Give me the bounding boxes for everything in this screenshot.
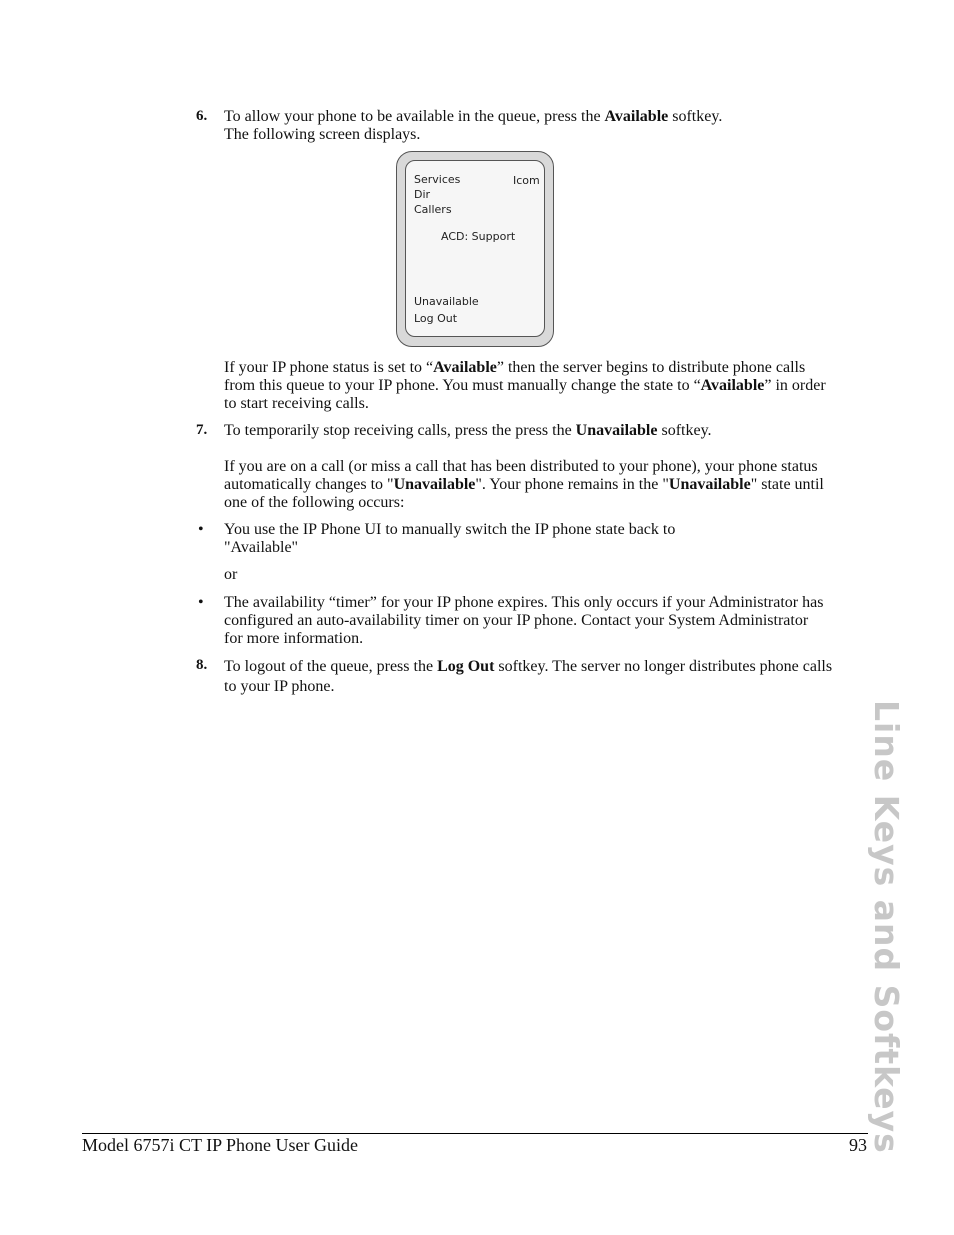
- screen-icom-key: Icom: [513, 174, 540, 187]
- logout-softkey-name: Log Out: [437, 658, 495, 675]
- bullet-2-mark: •: [198, 594, 204, 611]
- step-6-number: 6.: [196, 108, 208, 124]
- step-8-text: To logout of the queue, press the Log Out softkey. The server no longer distributes phone calls to your IP phone.: [224, 658, 833, 695]
- step-7-text: To temporarily stop receiving calls, press the press the Unavailable softkey.: [224, 422, 712, 439]
- or-text: or: [224, 566, 238, 583]
- screen-services-key: Services: [414, 173, 461, 186]
- step-7-number: 7.: [196, 422, 208, 438]
- footer-page-number: 93: [849, 1135, 867, 1155]
- available-status-paragraph: If your IP phone status is set to “Available” then the server begins to distribute phone calls from this queue to your IP phone. You must manually change the state to “Available” in order to start receiving calls.: [224, 359, 826, 412]
- screen-dir-key: Dir: [414, 188, 431, 201]
- chapter-side-tab: Line Keys and Softkeys: [867, 700, 906, 1154]
- available-softkey-name: Available: [604, 108, 669, 125]
- step-7-paragraph: If you are on a call (or miss a call that has been distributed to your phone), your phone status automatically changes to "Unavailable". Your phone remains in the "Unavailable" state until one of the following occurs:: [224, 458, 824, 511]
- screen-callers-key: Callers: [414, 203, 452, 216]
- screen-logout-key: Log Out: [414, 312, 458, 325]
- bullet-1-text: You use the IP Phone UI to manually switch the IP phone state back to "Available": [224, 521, 676, 556]
- bullet-2-text: The availability “timer” for your IP phone expires. This only occurs if your Administrator has configured an auto-availability timer on your IP phone. Contact your System Administrator for more information.: [224, 594, 824, 647]
- step-8-number: 8.: [196, 657, 208, 673]
- screen-acd-label: ACD: Support: [441, 230, 516, 243]
- footer-guide-title: Model 6757i CT IP Phone User Guide: [82, 1135, 358, 1155]
- bullet-1-mark: •: [198, 521, 204, 538]
- screen-unavailable-key: Unavailable: [414, 295, 479, 308]
- unavailable-softkey-name: Unavailable: [575, 422, 658, 439]
- footer-rule: [82, 1133, 868, 1134]
- step-6-text: To allow your phone to be available in the queue, press the Available softkey. The following screen displays.: [224, 108, 723, 143]
